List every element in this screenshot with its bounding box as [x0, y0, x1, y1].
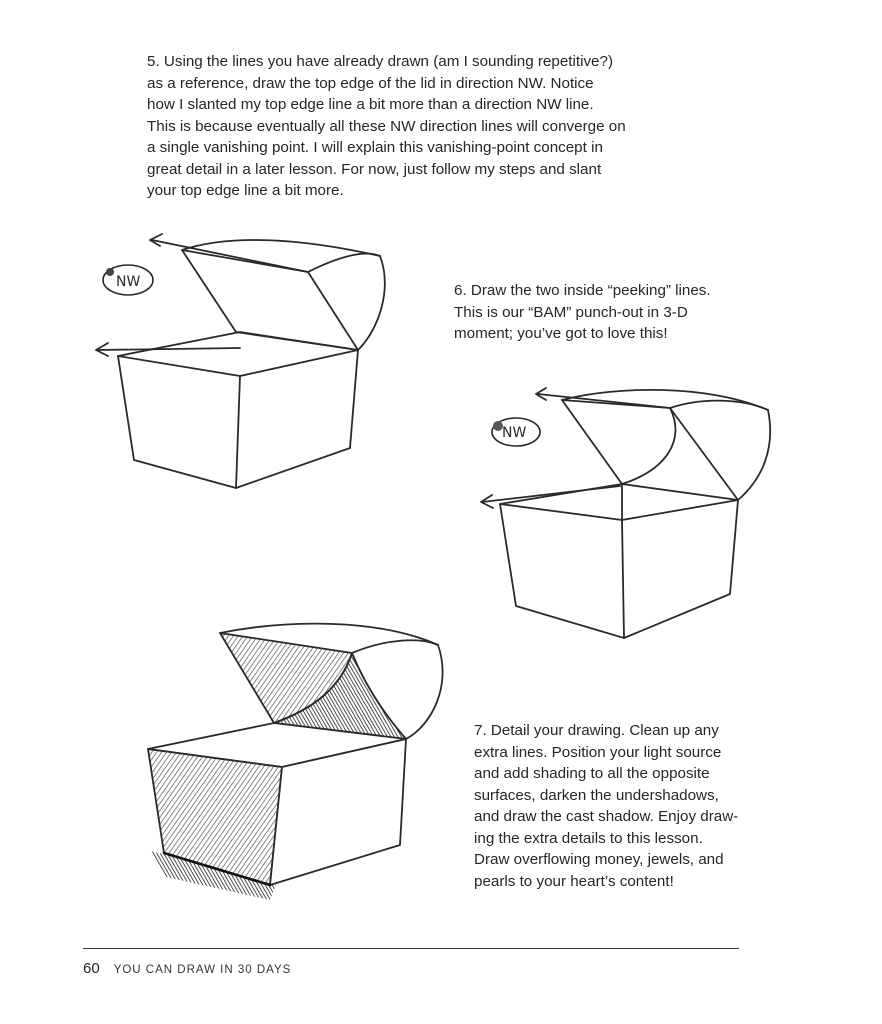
lid-top-edge [352, 640, 438, 653]
step-5-paragraph: 5. Using the lines you have already drawn (am I sounding repetitive?) as a reference, draw the top edge of the lid in direction NW. Notice how I slanted my top edge line a bit more than a direction NW line. This is because eventually all these NW direction lines will converge on a single vanishing point. I will explain this vanishing-point concept in great detail in a later lesson. For now, just follow my steps and slant your top edge line a bit more. [147, 53, 626, 199]
chest-drawing-step-6 [476, 380, 786, 650]
chest-drawing-step-5 [90, 228, 410, 498]
step-7-text [474, 720, 774, 892]
lid-outline [182, 240, 385, 350]
step-6-text [454, 280, 754, 345]
box-front-right [236, 350, 358, 488]
page-footer [83, 960, 291, 977]
lid-top-curve [308, 254, 380, 272]
step-5-text [147, 51, 667, 202]
lid-top-edge [562, 400, 768, 410]
footer-rule [83, 948, 739, 949]
lid-fold-line [670, 408, 738, 500]
peeking-line-left [562, 400, 622, 484]
box-front-right [624, 500, 738, 638]
box-front-left [118, 356, 240, 488]
running-title: YOU CAN DRAW IN 30 DAYS [113, 964, 292, 976]
lid-top-edge [182, 250, 308, 272]
nw-arrow-bottom [98, 348, 240, 350]
box-top-face [118, 332, 358, 376]
box-top-face [500, 484, 738, 520]
chest-drawing-step-7 [140, 615, 460, 910]
nw-direction-badge [492, 418, 540, 446]
step-6-paragraph: 6. Draw the two inside “peeking” lines. This is our “BAM” punch-out in 3-D moment; you’ve got to love this! [454, 282, 711, 342]
page-number: 60 [83, 960, 100, 977]
peeking-line-curve [622, 408, 675, 484]
nw-label: NW [502, 425, 527, 441]
nw-direction-badge [103, 265, 153, 295]
lid-fold-line [308, 272, 358, 350]
step-7-paragraph: 7. Detail your drawing. Clean up any extra lines. Position your light source and add shading to all the opposite surfaces, darken the undershadows, and draw the cast shadow. Enjoy draw- ing the extra details to this lesson. Draw overflowing money, jewels, and pearls to your heart’s content! [474, 722, 739, 890]
nw-label: NW [116, 274, 141, 290]
box-front-left [500, 504, 624, 638]
